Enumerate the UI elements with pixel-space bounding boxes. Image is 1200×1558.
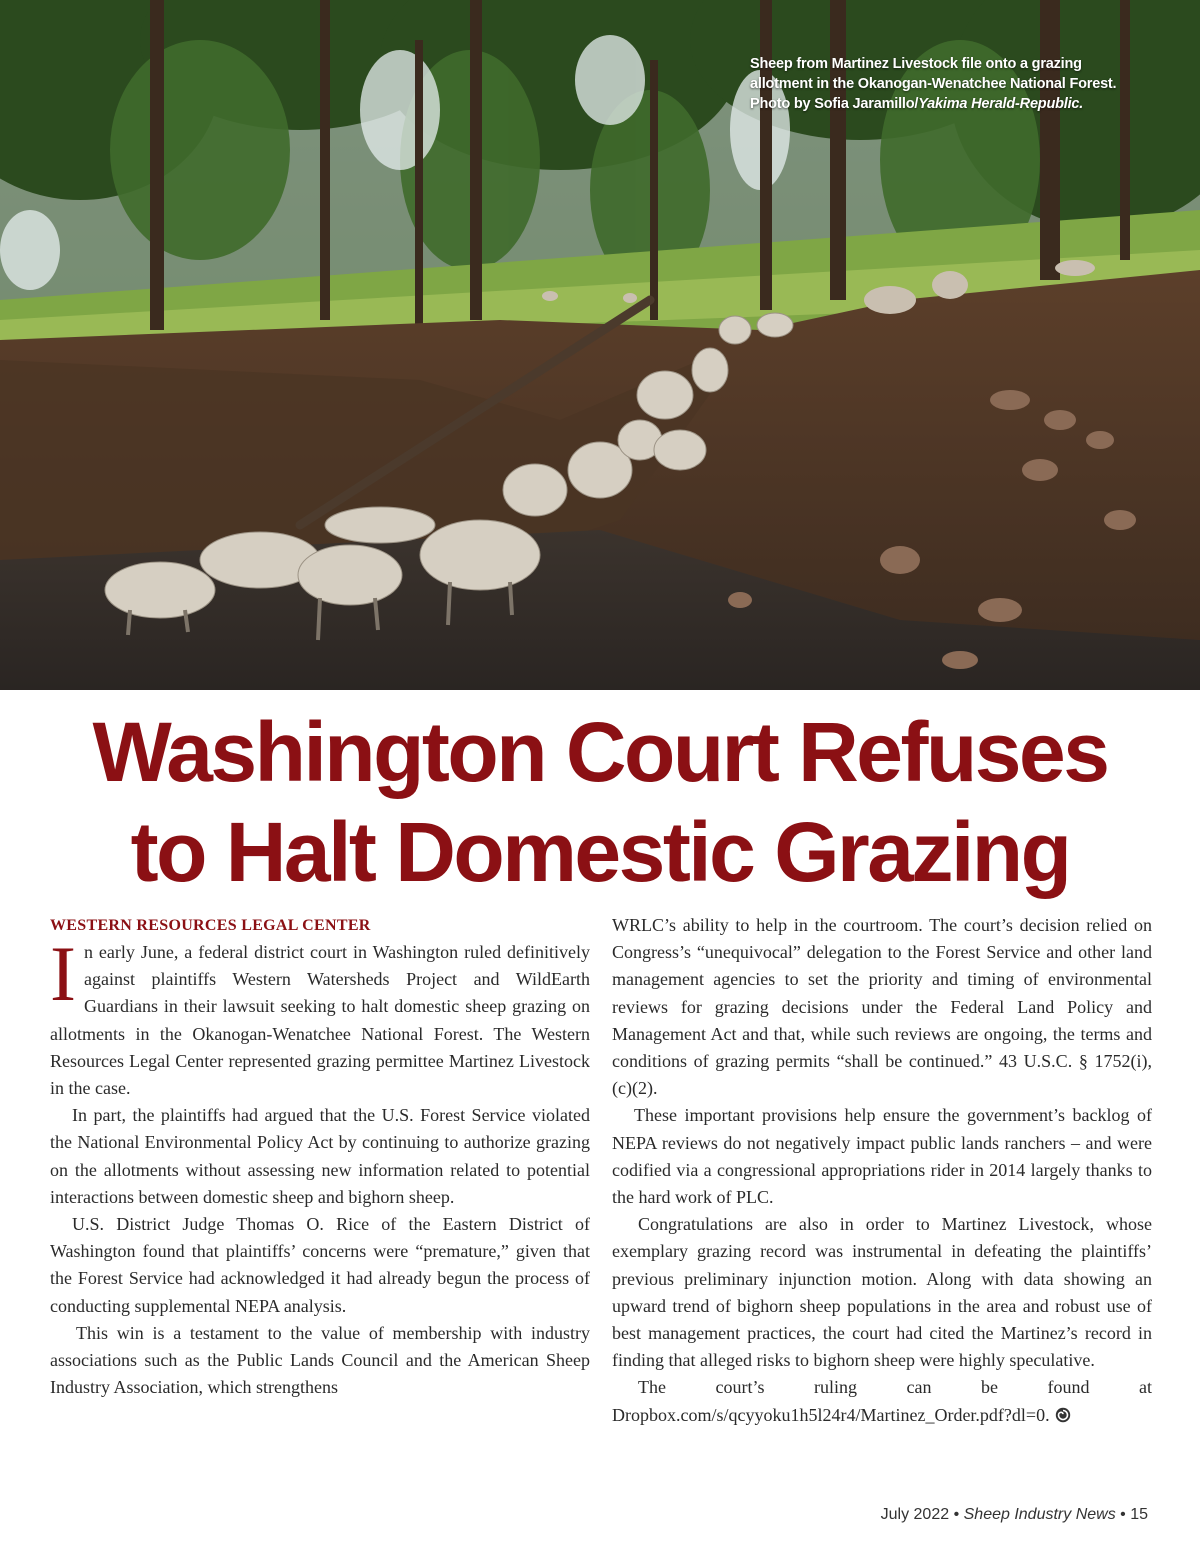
article-paragraph (50, 930, 590, 1102)
article-paragraph: Congratulations are also in order to Martinez Livestock, whose exemplary grazing record was instrumental in defeating the plaintiffs’ previous preliminary injunction motion. Along with data showing an upward trend of bighorn sheep populations in the area and robust use of best management practices, the court had cited the Martinez’s record in finding that alleged risks to bighorn sheep were highly speculative. (612, 1214, 1152, 1371)
drop-cap: I (50, 930, 76, 1017)
caption-credit-text: Photo by Sofia Jaramillo/ (750, 96, 919, 112)
caption-line: Sheep from Martinez Livestock file onto a grazing (750, 56, 1082, 72)
headline-line-1: Washington Court Refuses (92, 705, 1108, 799)
hero-photo (0, 0, 1200, 690)
footer-magazine: Sheep Industry News (963, 1506, 1116, 1523)
article-column-left (50, 912, 590, 1401)
article-paragraph: This win is a testament to the value of membership with industry associations such as the Public Lands Council and the American Sheep Industry Association, which strengthens (50, 1322, 590, 1398)
article-paragraph (612, 1374, 1152, 1428)
article-headline (0, 702, 1200, 902)
paragraph-text: n early June, a federal district court in Washington ruled definitively against plaintiffs Western Watersheds Project and WildEarth Guardians in their lawsuit seeking to halt domestic sheep grazing on allotments in the Okanogan-Wenatchee National Forest. The Western Resources Legal Center represented grazing permittee Martinez Livestock in the case. (50, 942, 590, 1099)
page-footer (881, 1506, 1148, 1524)
headline-line-2: to Halt Domestic Grazing (130, 805, 1070, 899)
article-paragraph: These important provisions help ensure the government’s backlog of NEPA reviews do not negatively impact public lands ranchers – and were codified via a congressional appropriations rider in 2014 largely thanks to the hard work of PLC. (612, 1105, 1152, 1208)
article-paragraph: In part, the plaintiffs had argued that the U.S. Forest Service violated the National Environmental Policy Act by continuing to authorize grazing on the allotments without assessing new information related to potential interactions between domestic sheep and bighorn sheep. (50, 1105, 590, 1207)
article-paragraph: WRLC’s ability to help in the courtroom. The court’s decision relied on Congress’s “unequivocal” delegation to the Forest Service and other land management agencies to set the priority and timing of environmental reviews for grazing decisions under the Federal Land Policy and Management Act and that, while such reviews are ongoing, the terms and conditions of grazing permits “shall be continued.” 43 U.S.C. § 1752(i), (c)(2). (612, 915, 1152, 1099)
byline: WESTERN RESOURCES LEGAL CENTER (50, 917, 371, 934)
article-paragraph: U.S. District Judge Thomas O. Rice of the Eastern District of Washington found that plaintiffs’ concerns were “premature,” given that the Forest Service had acknowledged it had already begun the process of conducting supplemental NEPA analysis. (50, 1214, 590, 1316)
caption-publication: Yakima Herald-Republic. (918, 96, 1084, 112)
paragraph-text: The court’s ruling can be found at Dropbox.com/s/qcyyoku1h5l24r4/Martinez_Order.pdf?dl=0. (612, 1377, 1152, 1425)
footer-page-number: • 15 (1120, 1506, 1148, 1523)
caption-credit (750, 94, 1140, 114)
sheep-swirl-end-icon (1054, 1406, 1072, 1424)
caption-line: allotment in the Okanogan-Wenatchee National Forest. (750, 76, 1117, 92)
footer-date: July 2022 • (880, 1506, 960, 1523)
article-column-right (612, 912, 1152, 1429)
photo-caption (750, 54, 1140, 114)
